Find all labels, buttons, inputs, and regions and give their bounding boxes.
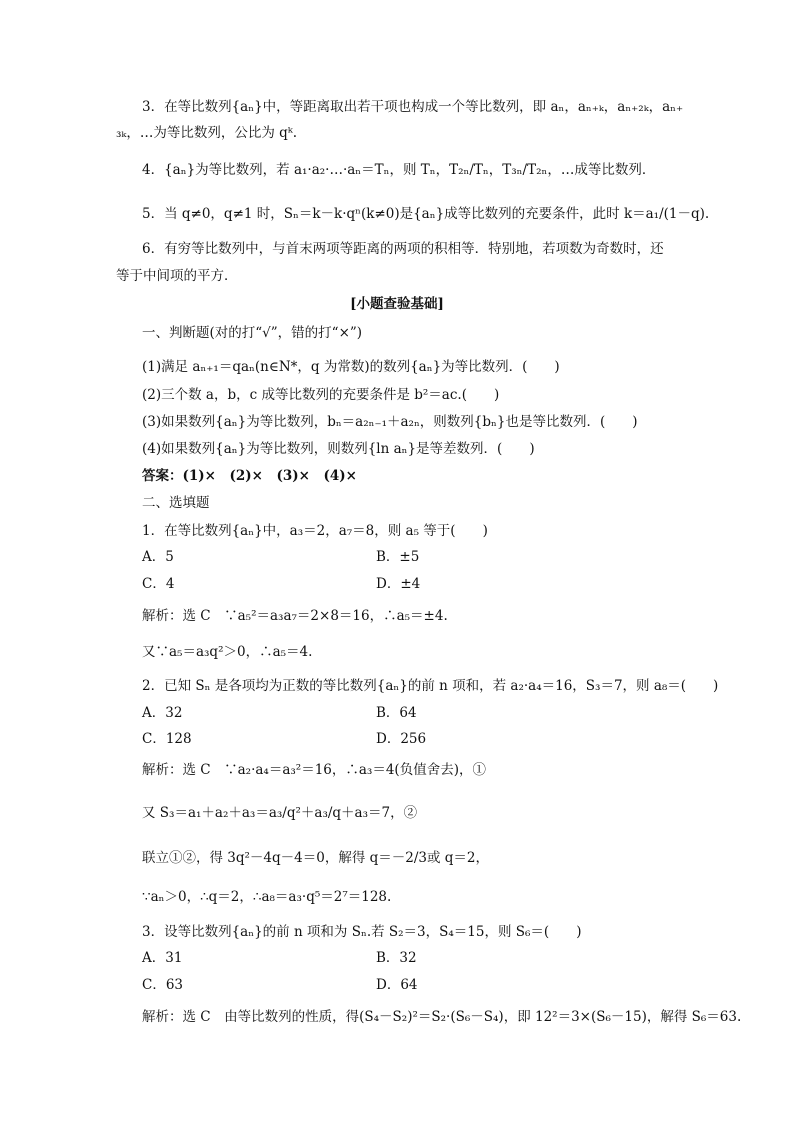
- q2-option-b: B．64: [376, 705, 417, 721]
- q1-stem: 1．在等比数列{aₙ}中，a₃＝2，a₇＝8，则 a₅ 等于( ): [142, 523, 488, 539]
- q1-option-a: A．5: [142, 549, 174, 565]
- property-4: 4．{aₙ}为等比数列，若 a₁·a₂·…·aₙ＝Tₙ，则 Tₙ，T₂ₙ/Tₙ，T₃ₙ/T₂ₙ，…成等比数列．: [142, 162, 656, 178]
- judge-item-1: (1)满足 aₙ₊₁＝qaₙ(n∈N*，q 为常数)的数列{aₙ}为等比数列．( ): [142, 359, 560, 375]
- judge-item-2: (2)三个数 a，b，c 成等比数列的充要条件是 b²＝ac.( ): [142, 387, 500, 403]
- judge-item-4: (4)如果数列{aₙ}为等比数列，则数列{ln aₙ}是等差数列．( ): [142, 441, 535, 457]
- property-3-line2: ₃ₖ，…为等比数列，公比为 qᵏ.: [116, 125, 297, 141]
- judge-item-3: (3)如果数列{aₙ}为等比数列，bₙ＝a₂ₙ₋₁＋a₂ₙ，则数列{bₙ}也是等比数列．( ): [142, 414, 638, 430]
- q3-solution: 解析：选 C 由等比数列的性质，得(S₄－S₂)²＝S₂·(S₆－S₄)，即 12²＝3×(S₆－15)，解得 S₆＝63.: [142, 1009, 742, 1025]
- q1-solution-2: 又∵a₅＝a₃q²＞0，∴a₅＝4.: [142, 644, 313, 660]
- q3-stem: 3．设等比数列{aₙ}的前 n 项和为 Sₙ.若 S₂＝3，S₄＝15，则 S₆＝( ): [142, 924, 582, 940]
- q1-option-d: D．±4: [376, 576, 421, 592]
- q2-solution-3: 联立①②，得 3q²－4q－4＝0，解得 q＝－2/3或 q＝2，: [142, 850, 490, 866]
- property-6-line1: 6．有穷等比数列中，与首末两项等距离的两项的积相等．特别地，若项数为奇数时，还: [142, 241, 664, 257]
- q2-stem: 2．已知 Sₙ 是各项均为正数的等比数列{aₙ}的前 n 项和，若 a₂·a₄＝16，S₃＝7，则 a₈＝( ): [142, 678, 719, 694]
- q2-solution-4: ∵aₙ＞0，∴q＝2，∴a₈＝a₃·q⁵＝2⁷＝128.: [142, 889, 392, 905]
- q1-solution-1: 解析：选 C ∵a₅²＝a₃a₇＝2×8＝16，∴a₅＝±4.: [142, 608, 448, 624]
- q2-option-d: D．256: [376, 731, 427, 747]
- q3-option-b: B．32: [376, 950, 417, 966]
- q2-solution-1: 解析：选 C ∵a₂·a₄＝a₃²＝16，∴a₃＝4(负值舍去)，①: [142, 762, 486, 778]
- q1-option-c: C．4: [142, 576, 175, 592]
- q2-option-c: C．128: [142, 731, 192, 747]
- property-6-line2: 等于中间项的平方．: [116, 268, 238, 284]
- q3-option-a: A．31: [142, 950, 183, 966]
- q2-solution-2: 又 S₃＝a₁＋a₂＋a₃＝a₃/q²＋a₃/q＋a₃＝7，②: [142, 805, 418, 821]
- choice-heading: 二、选填题: [142, 495, 210, 511]
- section-title: [小题查验基础]: [350, 296, 444, 312]
- property-3-line1: 3．在等比数列{aₙ}中，等距离取出若干项也构成一个等比数列，即 aₙ，aₙ₊ₖ，aₙ₊₂ₖ，aₙ₊: [142, 99, 684, 115]
- q3-option-d: D．64: [376, 977, 418, 993]
- property-5: 5．当 q≠0，q≠1 时，Sₙ＝k－k·qⁿ(k≠0)是{aₙ}成等比数列的充要条件，此时 k＝a₁/(1－q).: [142, 206, 710, 222]
- judge-answer: 答案：(1)× (2)× (3)× (4)×: [142, 468, 357, 484]
- q3-option-c: C．63: [142, 977, 184, 993]
- q2-option-a: A．32: [142, 705, 183, 721]
- q1-option-b: B．±5: [376, 549, 420, 565]
- judge-heading: 一、判断题(对的打“√”，错的打“×”): [142, 325, 363, 341]
